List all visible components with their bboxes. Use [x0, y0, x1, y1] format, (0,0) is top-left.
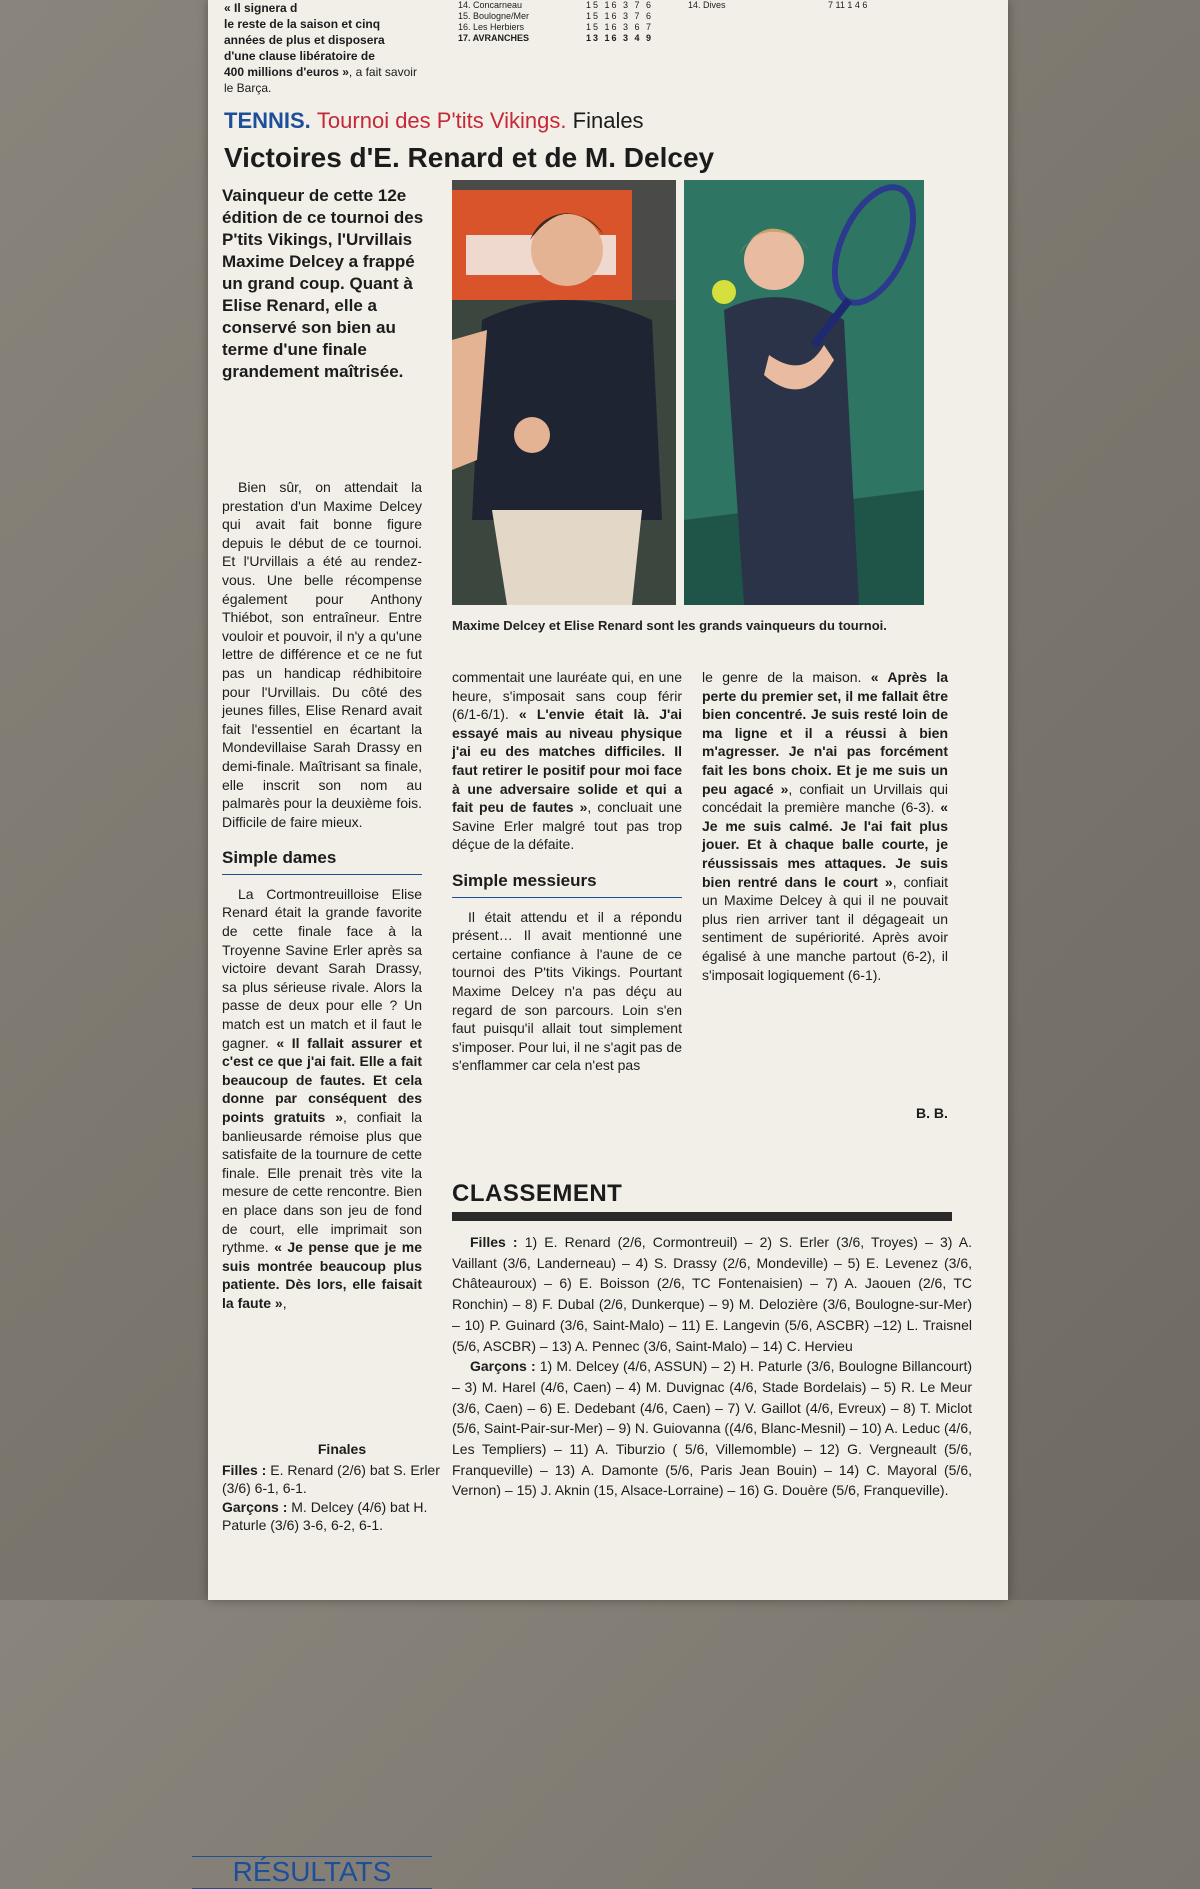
subhead-simple-dames: Simple dames: [222, 849, 422, 875]
body-paragraph: Bien sûr, on attendait la prestation d'un Maxime Delcey qui avait fait bonne figure depuis le début de ce tournoi. Et l'Urvillais a été au rendez-vous. Une belle récompense également pour Anthony Thiébot, son entraîneur. Entre vouloir et pouvoir, il n'y a qu'une lettre de différence et ce ne fut pas un handicap rédhibitoire pour l'Urvillais. Du côté des jeunes filles, Elise Renard avait fait l'essentiel en écartant la Mondevillaise Sarah Drassy en demi-finale. Maîtrisant sa finale, elle inscrit son nom au palmarès pour la deuxième fois. Difficile de faire mieux.: [222, 479, 422, 830]
kicker-event: Tournoi des P'tits Vikings.: [316, 108, 567, 133]
classement-title: CLASSEMENT: [452, 1180, 952, 1221]
body-paragraph: [702, 668, 948, 984]
previous-article-fragment: [224, 0, 424, 96]
quote-text: « Je me suis calmé. Je l'ai fait plus jouer. Et à chaque balle courte, je réussissais mes attaques. Je suis bien rentré dans le court »: [702, 799, 948, 890]
subhead-simple-messieurs: Simple messieurs: [452, 872, 682, 898]
body-paragraph: [222, 885, 422, 1313]
body-text: , confiait un Maxime Delcey à qui il ne pouvait plus rien arriver tant il dégageait un sentiment de supériorité. Après avoir égalisé à une manche partout (6-2), il s'imposait logiquement (6-1).: [702, 873, 948, 983]
prev-line: « Il signera d: [224, 1, 298, 15]
standings-team: 15. Boulogne/Mer: [458, 11, 530, 21]
standings-row: [458, 33, 718, 44]
classement-boys-label: Garçons :: [470, 1358, 536, 1375]
classement-girls-label: Filles :: [470, 1234, 518, 1250]
newspaper-clipping: [208, 0, 1008, 1887]
standings-stats: 15 16 3 6 7: [586, 22, 654, 32]
classement-girls: [452, 1232, 972, 1356]
article-lead: Vainqueur de cette 12e édition de ce tournoi des P'tits Vikings, l'Urvillais Maxime Delcey a frappé un grand coup. Quant à Elise Renard, elle a conservé son bien au terme d'une finale grandement maîtrisée.: [222, 186, 424, 381]
kicker-sport: TENNIS.: [224, 108, 311, 133]
standings-team: 17. AVRANCHES: [458, 33, 530, 43]
body-text: , confiait un Urvillais qui concédait la première manche (6-3).: [702, 780, 949, 816]
results-boys: [222, 1498, 462, 1535]
standings-team: 14. Concarneau: [458, 0, 523, 10]
classement-body: [452, 1232, 972, 1501]
results-girls-label: Filles :: [222, 1461, 267, 1478]
results-title: RÉSULTATS: [192, 1856, 432, 1889]
body-text: commentait une lauréate qui, en une heure, s'imposait sans coup férir (6/1-6/1).: [452, 669, 682, 723]
player-illustration: [684, 180, 924, 605]
body-text: ,: [282, 1294, 287, 1311]
body-paragraph: [452, 668, 682, 854]
quote-text: « Je pense que je me suis montrée beaucoup plus patiente. Dès lors, elle faisait la faute »: [222, 1239, 422, 1311]
results-finals-label: Finales: [317, 1441, 367, 1457]
prev-line: années de plus et disposera: [224, 33, 385, 47]
standings-stats: 13 16 3 4 9: [586, 33, 654, 43]
classement-boys: [452, 1356, 972, 1501]
photo-maxime-delcey: [452, 180, 676, 605]
body-text: , confiait la banlieusarde rémoise plus que satisfaite de la tournure de cette finale. Elle prenait très vite la mesure de cette rencontre. Bien en place dans son jeu de fond de court, elle imprimait son rythme.: [222, 1109, 422, 1256]
standings-row: [458, 22, 718, 33]
quote-text: « Après la perte du premier set, il me fallait être bien concentré. Je suis resté loin de ma ligne et il a réussi à bien m'agresser. Je n'ai pas forcément fait les bons choix. Et je me suis un peu agacé »: [702, 669, 948, 797]
body-text: La Cortmontreuilloise Elise Renard était la grande favorite de cette finale face à la Troyenne Savine Erler après sa victoire devant Sarah Drassy, sa plus sérieuse rivale. Alors la passe de deux pour elle ? Un match est un match et il faut le gagner.: [222, 885, 422, 1051]
prev-line: d'une clause libératoire de: [224, 49, 375, 63]
player-illustration: [452, 180, 676, 605]
standings-row: [688, 0, 988, 11]
body-text: le genre de la maison.: [702, 669, 871, 685]
body-text: , concluait une Savine Erler malgré tout pas trop déçue de la défaite.: [452, 799, 682, 853]
quote-text: « Il fallait assurer et c'est ce que j'ai fait. Elle a fait beaucoup de fautes. Et cela donne par conséquent des points gratuits »: [222, 1034, 422, 1125]
body-paragraph: Il était attendu et il a répondu présent… Il avait mentionné une certaine confiance à l'aune de ce tournoi des P'tits Vikings. Pourtant Maxime Delcey n'a pas déçu au regard de son parcours. Loin s'en faut puisqu'il allait tout simplement s'imposer. Pour lui, il ne s'agit pas de s'enflammer car cela n'est pas: [452, 908, 682, 1074]
results-boys-text: M. Delcey (4/6) bat H. Paturle (3/6) 3-6, 6-2, 6-1.: [222, 1498, 428, 1533]
photo-elise-renard: [684, 180, 924, 605]
photo-caption: Maxime Delcey et Elise Renard sont les grands vainqueurs du tournoi.: [452, 618, 887, 633]
results-girls: [222, 1461, 462, 1498]
results-boys-label: Garçons :: [222, 1498, 288, 1515]
article-headline: Victoires d'E. Renard et de M. Delcey: [224, 142, 715, 173]
standings-team: 14. Dives: [688, 0, 726, 10]
standings-team: 16. Les Herbiers: [458, 22, 525, 32]
standings-row: [458, 0, 718, 11]
standings-row: [458, 11, 718, 22]
classement-boys-text: 1) M. Delcey (4/6, ASSUN) – 2) H. Paturle (3/6, Boulogne Billancourt) – 3) M. Harel (4/6, Caen) – 4) M. Duvignac (4/6, Stade Bordelais) – 5) R. Le Meur (3/6, Caen) – 6) E. Dedebant (4/6, Caen) – 7) V. Gaillot (4/6, Evreux) – 8) T. Miclot (5/6, Saint-Pair-sur-Mer) – 9) N. Guiovanna ((4/6, Blanc-Mesnil) – 10) A. Leduc (4/6, Les Templiers) – 11) A. Tiburzio ( 5/6, Villemomble) – 12) G. Vergneault (5/6, Franqueville) – 13) A. Damonte (5/6, Paris Jean Bouin) – 14) C. Mayoral (5/6, Vernon) – 15) J. Aknin (15, Alsace-Lorraine) – 16) G. Douère (5/6, Franqueville).: [452, 1358, 973, 1499]
standings-stats: 15 16 3 7 6: [586, 11, 654, 21]
article-column-3: [702, 668, 948, 988]
prev-line: 400 millions d'euros »: [224, 65, 349, 79]
article-kicker: [224, 108, 644, 134]
standings-fragment-right: [688, 0, 988, 11]
article-column-2: [452, 668, 682, 1079]
kicker-stage: Finales: [572, 108, 644, 133]
quote-text: « L'envie était là. J'ai essayé mais au niveau physique j'ai eu des matches difficiles. Il faut retirer le positif pour moi face à une adversaire solide et qui a fait peu de fautes »: [452, 706, 682, 816]
prev-line-end: , a fait savoir le Barça.: [224, 65, 417, 95]
prev-line: le reste de la saison et cinq: [224, 17, 381, 31]
classement-girls-text: 1) E. Renard (2/6, Cormontreuil) – 2) S. Erler (3/6, Troyes) – 3) A. Vaillant (3/6, Landerneau) – 4) S. Drassy (2/6, Mondeville) – 5) E. Levenez (3/6, Châteauroux) – 6) E. Boisson (2/6, TC Fontenaisien) – 7) A. Jaouen (2/6, TC Ronchin) – 8) F. Dubal (2/6, Dunkerque) – 9) M. Delozière (3/6, Boulogne-sur-Mer) – 10) P. Guinard (3/6, Saint-Malo) – 11) E. Langevin (5/6, ASCBR) –12) L. Traisnel (5/6, ASCBR) – 13) A. Pennec (3/6, Saint-Malo) – 14) C. Hervieu: [452, 1234, 972, 1354]
results-box: [222, 1440, 462, 1535]
standings-stats: 15 16 3 7 6: [586, 0, 654, 10]
standings-fragment: [458, 0, 718, 44]
author-signature: B. B.: [916, 1105, 948, 1121]
standings-stats: 7 11 1 4 6: [828, 0, 868, 10]
results-girls-text: E. Renard (2/6) bat S. Erler (3/6) 6-1, 6-1.: [222, 1461, 440, 1496]
